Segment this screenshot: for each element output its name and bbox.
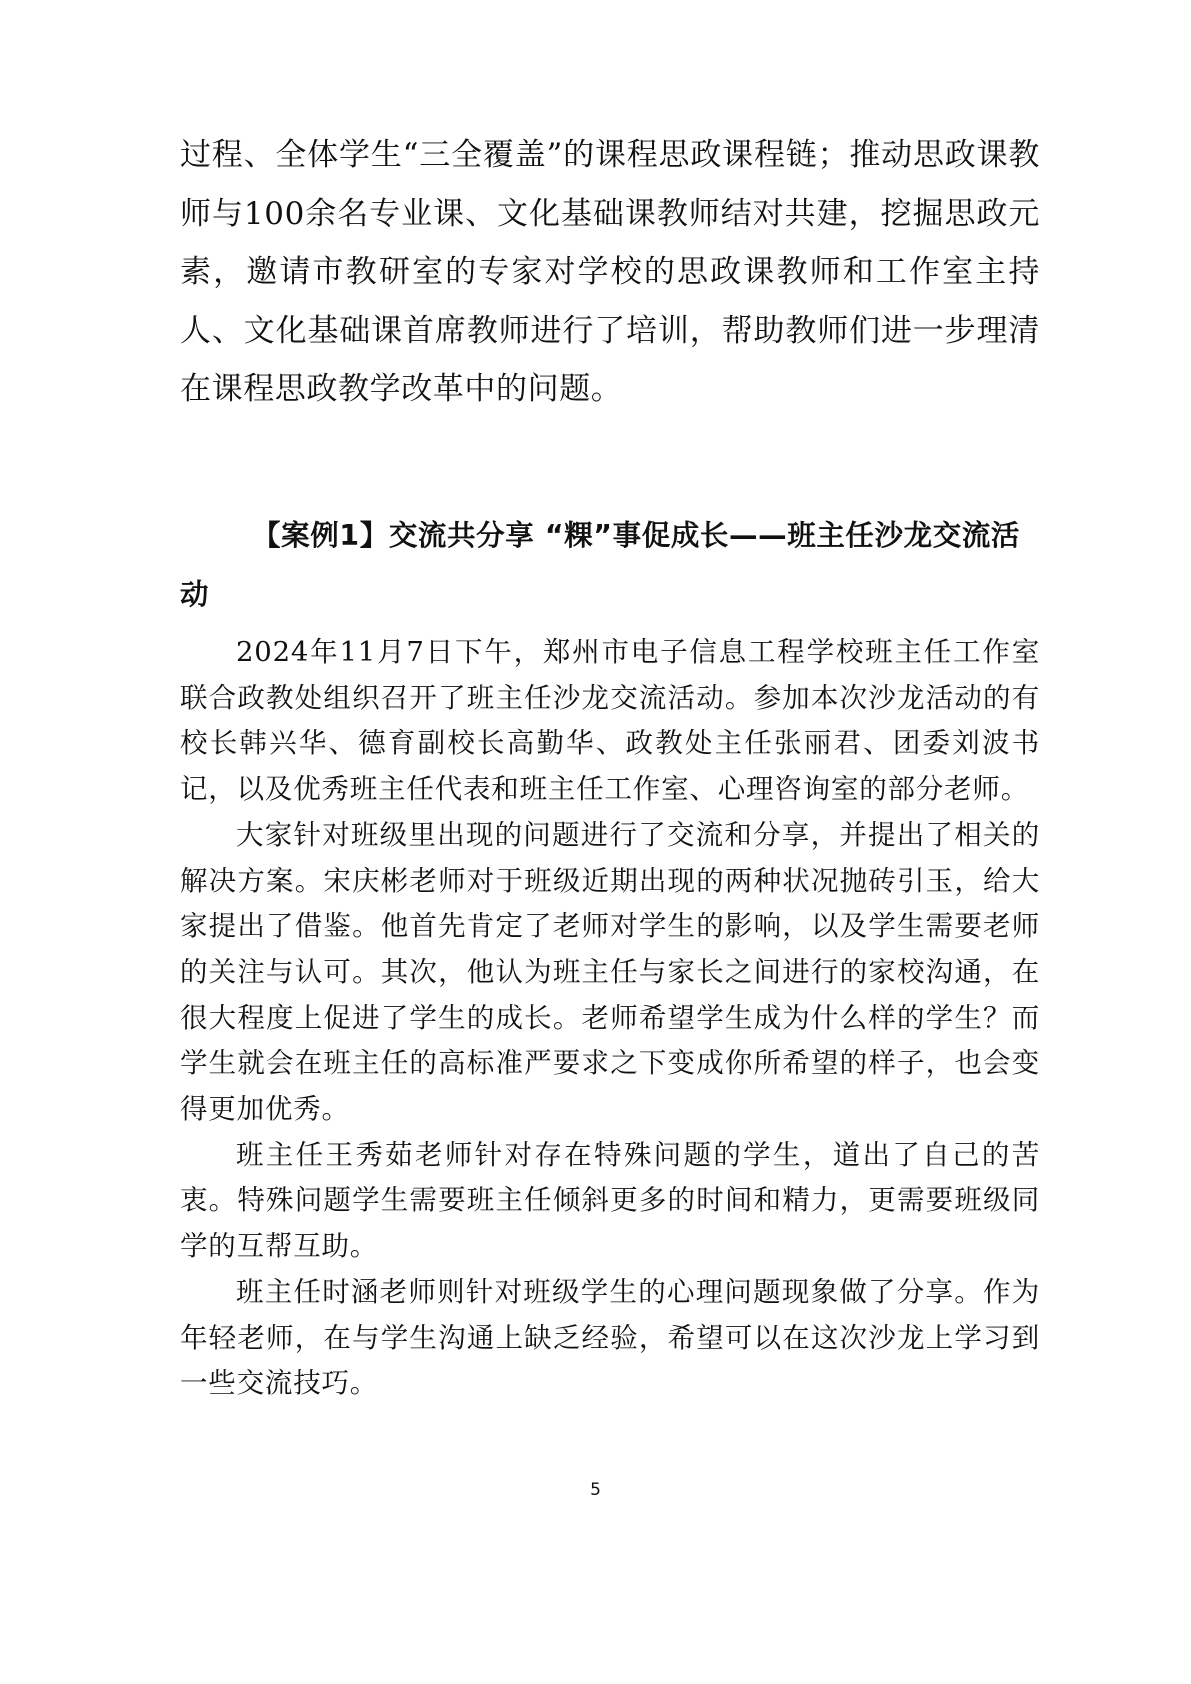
intro-section bbox=[180, 126, 1040, 419]
case-paragraph: 2024年11月7日下午，郑州市电子信息工程学校班主任工作室联合政教处组织召开了班主任沙龙交流活动。参加本次沙龙活动的有校长韩兴华、德育副校长高勤华、政教处主任张丽君、团委刘波书记，以及优秀班主任代表和班主任工作室、心理咨询室的部分老师。 bbox=[180, 636, 1040, 806]
case-heading bbox=[180, 506, 1040, 624]
case-paragraph: 班主任王秀茹老师针对存在特殊问题的学生，道出了自己的苦衷。特殊问题学生需要班主任倾斜更多的时间和精力，更需要班级同学的互帮互助。 bbox=[180, 1138, 1040, 1263]
case-paragraph: 班主任时涵老师则针对班级学生的心理问题现象做了分享。作为年轻老师，在与学生沟通上缺乏经验，希望可以在这次沙龙上学习到一些交流技巧。 bbox=[180, 1275, 1040, 1400]
page-number: 5 bbox=[590, 1480, 601, 1500]
case-paragraph: 大家针对班级里出现的问题进行了交流和分享，并提出了相关的解决方案。宋庆彬老师对于班级近期出现的两种状况抛砖引玉，给大家提出了借鉴。他首先肯定了老师对学生的影响，以及学生需要老师的关注与认可。其次，他认为班主任与家长之间进行的家校沟通，在很大程度上促进了学生的成长。老师希望学生成为什么样的学生？而学生就会在班主任的高标准严要求之下变成你所希望的样子，也会变得更加优秀。 bbox=[180, 818, 1040, 1126]
intro-paragraph: 过程、全体学生“三全覆盖”的课程思政课程链；推动思政课教师与100余名专业课、文化基础课教师结对共建，挖掘思政元素，邀请市教研室的专家对学校的思政课教师和工作室主持人、文化基础课首席教师进行了培训，帮助教师们进一步理清在课程思政教学改革中的问题。 bbox=[180, 137, 1040, 407]
case-body bbox=[180, 630, 1040, 1407]
case-heading-line2: 动 bbox=[180, 578, 210, 611]
case-heading-line1: 【案例1】交流共分享 “粿”事促成长——班主任沙龙交流活 bbox=[252, 519, 1021, 552]
